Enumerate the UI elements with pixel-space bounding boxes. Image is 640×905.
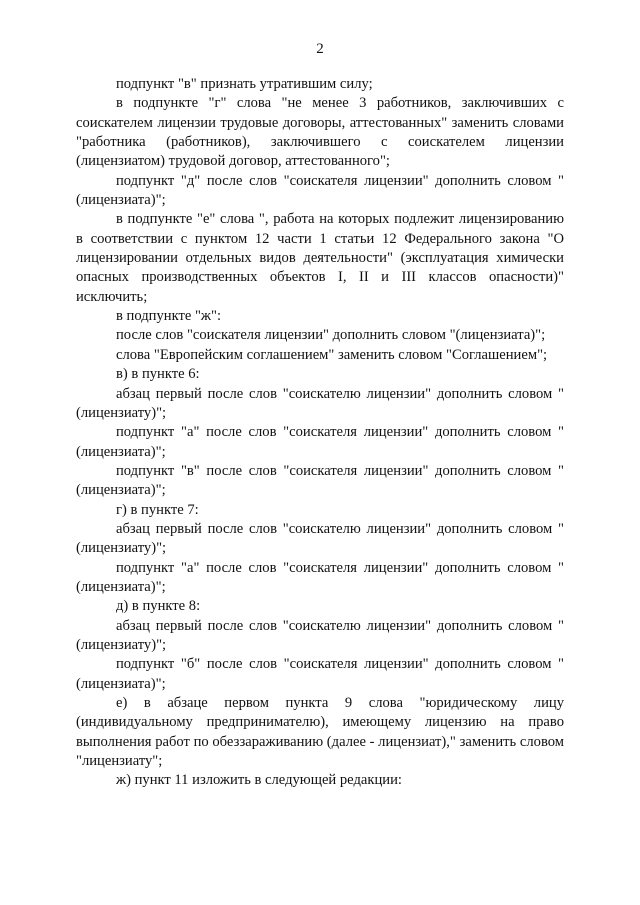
paragraph: подпункт "в" признать утратившим силу; bbox=[116, 76, 373, 92]
paragraph: абзац первый после слов "соискателю лицензии" дополнить словом "(лицензиату)"; bbox=[76, 617, 564, 653]
paragraph: подпункт "д" после слов "соискателя лицензии" дополнить словом "(лицензиата)"; bbox=[76, 172, 564, 209]
paragraph: абзац первый после слов "соискателю лицензии" дополнить словом "(лицензиату)"; bbox=[76, 385, 564, 421]
paragraph: подпункт "в" после слов "соискателя лицензии" дополнить словом "(лицензиата)"; bbox=[76, 462, 564, 499]
paragraph: г) в пункте 7: bbox=[116, 501, 199, 518]
paragraph: слова "Европейским соглашением" заменить словом "Соглашением"; bbox=[116, 346, 548, 363]
paragraph: в) в пункте 6: bbox=[116, 366, 200, 383]
paragraph: в подпункте "ж": bbox=[116, 308, 222, 325]
paragraph: е) в абзаце первом пункта 9 слова "юридическому лицу (индивидуальному предпринимателю), имеющему лицензию на право выполнения работ по обеззараживанию (далее - лицензиат)," заменить словом "лицензиату"; bbox=[76, 695, 568, 770]
paragraph: подпункт "а" после слов "соискателя лицензии" дополнить словом "(лицензиата)"; bbox=[76, 559, 564, 595]
paragraph: подпункт "а" после слов "соискателя лицензии" дополнить словом "(лицензиата)"; bbox=[76, 424, 564, 460]
paragraph: абзац первый после слов "соискателю лицензии" дополнить словом "(лицензиату)"; bbox=[76, 520, 564, 557]
page-number: 2 bbox=[316, 41, 324, 57]
paragraph: после слов "соискателя лицензии" дополнить словом "(лицензиата)"; bbox=[116, 327, 546, 344]
paragraph: в подпункте "е" слова ", работа на которых подлежит лицензированию в соответствии с пунктом 12 части 1 статьи 12 Федерального закона "О лицензировании отдельных видов деятельности" (эксплуатация химически опасных производственных объектов I, II и III классов опасности)" исключить; bbox=[76, 211, 568, 305]
document-body bbox=[76, 75, 568, 791]
paragraph: подпункт "б" после слов "соискателя лицензии" дополнить словом "(лицензиата)"; bbox=[76, 656, 564, 692]
paragraph: в подпункте "г" слова "не менее 3 работников, заключивших с соискателем лицензии трудовые договоры, аттестованных" заменить словами "работника (работников), заключившего с соискателем лицензии (лицензиатом) трудовой договор, аттестованного"; bbox=[76, 95, 568, 170]
paragraph: д) в пункте 8: bbox=[116, 598, 201, 615]
paragraph: ж) пункт 11 изложить в следующей редакции: bbox=[116, 772, 402, 789]
